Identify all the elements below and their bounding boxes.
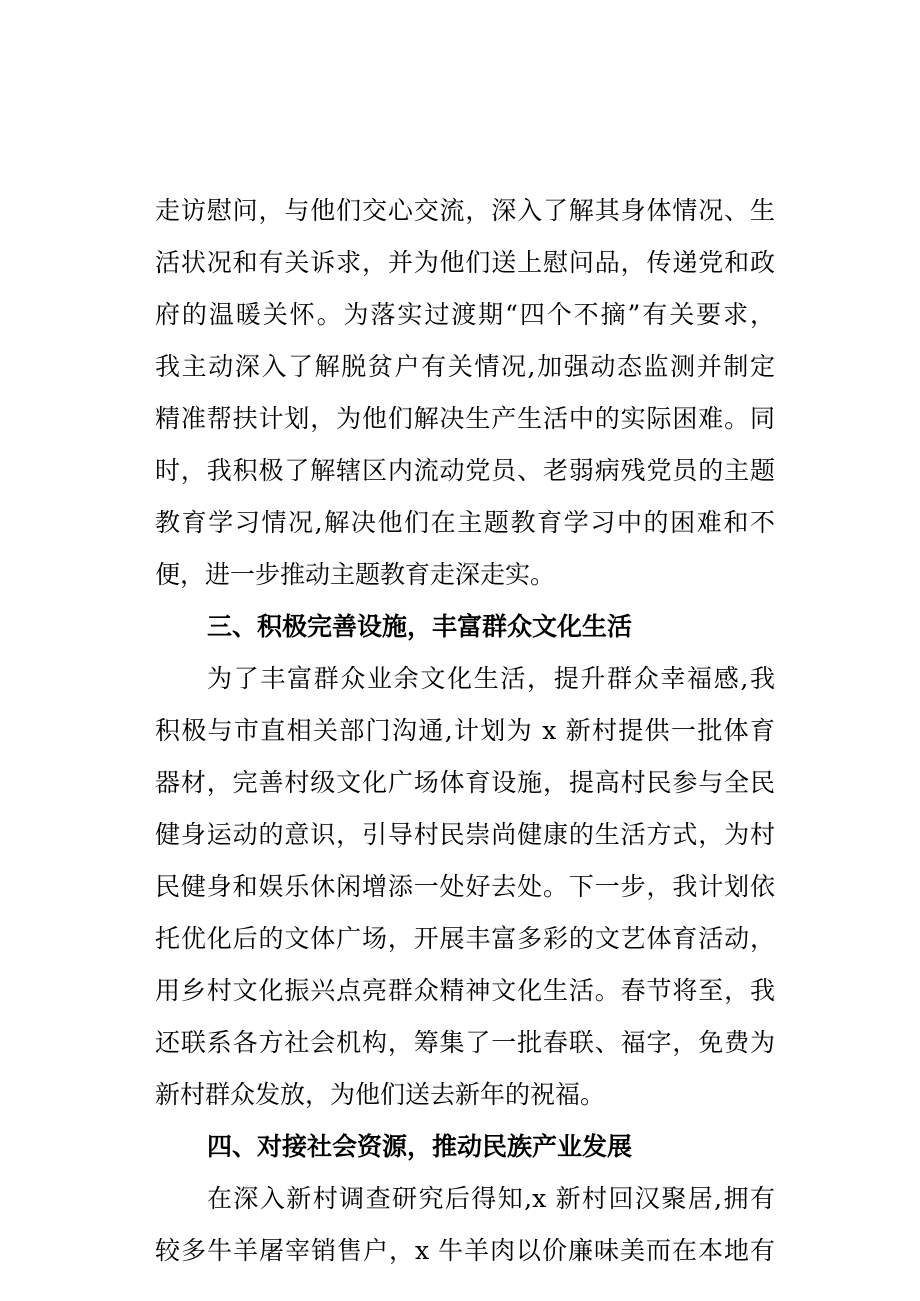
section-heading-4: 四、对接社会资源，推动民族产业发展 xyxy=(207,1132,633,1161)
paragraph-line: 府的温暖关怀。为落实过渡期“四个不摘”有关要求， xyxy=(155,300,775,329)
paragraph-line: 健身运动的意识，引导村民崇尚健康的生活方式，为村 xyxy=(155,820,775,849)
paragraph-line: 便，进一步推动主题教育走深走实。 xyxy=(155,560,556,589)
paragraph-line: 为了丰富群众业余文化生活，提升群众幸福感,我 xyxy=(207,664,775,693)
paragraph-line: 积极与市直相关部门沟通,计划为 x 新村提供一批体育 xyxy=(155,716,775,745)
paragraph-2 xyxy=(155,653,775,1121)
paragraph-line: 较多牛羊屠宰销售户，x 牛羊肉以价廉味美而在本地有 xyxy=(155,1236,775,1265)
paragraph-line: 民健身和娱乐休闲增添一处好去处。下一步，我计划依 xyxy=(155,872,775,901)
paragraph-line: 精准帮扶计划，为他们解决生产生活中的实际困难。同 xyxy=(155,404,775,433)
paragraph-3 xyxy=(155,1173,775,1277)
paragraph-line: 器材，完善村级文化广场体育设施，提高村民参与全民 xyxy=(155,768,775,797)
paragraph-line: 新村群众发放，为他们送去新年的祝福。 xyxy=(155,1080,606,1109)
paragraph-line: 还联系各方社会机构，筹集了一批春联、福字，免费为 xyxy=(155,1028,775,1057)
paragraph-line: 活状况和有关诉求，并为他们送上慰问品，传递党和政 xyxy=(155,248,775,277)
paragraph-line: 走访慰问，与他们交心交流，深入了解其身体情况、生 xyxy=(155,196,775,225)
paragraph-line: 托优化后的文体广场，开展丰富多彩的文艺体育活动， xyxy=(155,924,775,953)
paragraph-line: 教育学习情况,解决他们在主题教育学习中的困难和不 xyxy=(155,508,775,537)
document-body xyxy=(155,185,775,1277)
paragraph-line: 用乡村文化振兴点亮群众精神文化生活。春节将至，我 xyxy=(155,976,775,1005)
section-heading-3: 三、积极完善设施，丰富群众文化生活 xyxy=(207,612,633,641)
paragraph-line: 我主动深入了解脱贫户有关情况,加强动态监测并制定 xyxy=(155,352,775,381)
paragraph-line: 时，我积极了解辖区内流动党员、老弱病残党员的主题 xyxy=(155,456,775,485)
paragraph-1 xyxy=(155,185,775,601)
paragraph-line: 在深入新村调查研究后得知,x 新村回汉聚居,拥有 xyxy=(207,1184,775,1213)
